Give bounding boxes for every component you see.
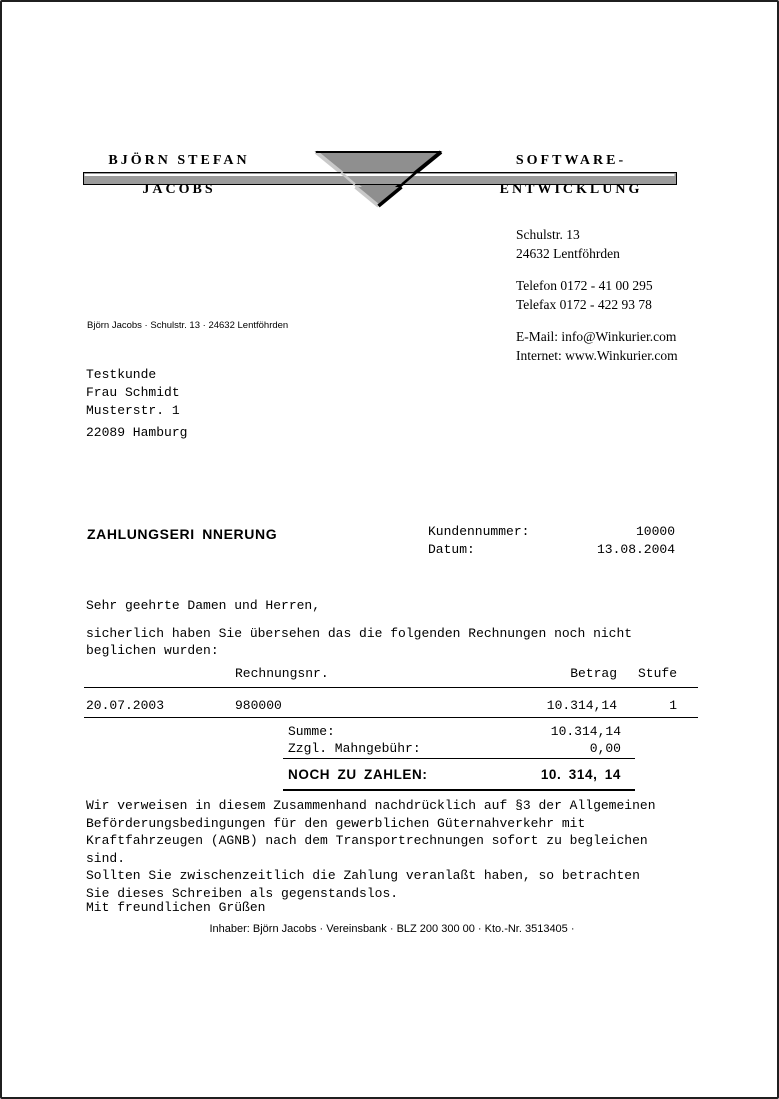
total-divider xyxy=(283,789,635,791)
intro-line-1: sicherlich haben Sie übersehen das die folgenden Rechnungen noch nicht xyxy=(86,626,633,641)
customer-number-value: 10000 xyxy=(635,524,675,539)
date-value: 13.08.2004 xyxy=(596,542,675,557)
recipient-city: 22089 Hamburg xyxy=(86,425,188,440)
paragraph-line-6: Sie dieses Schreiben als gegenstandslos. xyxy=(86,885,399,901)
contact-city: 24632 Lentföhrden xyxy=(516,245,620,261)
paragraph-line-3: Kraftfahrzeugen (AGNB) nach dem Transportrechnungen sofort zu begleichen xyxy=(86,833,648,848)
recipient-name: Testkunde xyxy=(86,367,157,382)
contact-fax: Telefax 0172 - 422 93 78 xyxy=(516,296,652,312)
summary-divider xyxy=(283,758,635,759)
paragraph-line-5: Sollten Sie zwischenzeitlich die Zahlung veranlaßt haben, so betrachten xyxy=(86,868,640,883)
row-level: 1 xyxy=(669,698,677,713)
customer-number-label: Kundennummer: xyxy=(428,524,530,539)
row-amount: 10.314,14 xyxy=(546,698,617,713)
closing-greeting: Mit freundlichen Grüßen xyxy=(86,900,266,915)
table-header-level: Stufe xyxy=(637,666,677,681)
table-header-amount: Betrag xyxy=(570,666,617,681)
salutation: Sehr geehrte Damen und Herren, xyxy=(86,598,321,613)
company-tagline-bottom: ENTWICKLUNG xyxy=(499,182,643,197)
paragraph-line-1: Wir verweisen in diesem Zusammenhand nachdrücklich auf §3 der Allgemeinen xyxy=(86,798,656,813)
contact-email: E-Mail: info@Winkurier.com xyxy=(516,329,677,344)
contact-block xyxy=(516,226,678,365)
paragraph-line-2: Beförderungsbedingungen für den gewerblichen Güternahverkehr mit xyxy=(86,815,586,831)
intro-line-2: beglichen wurden: xyxy=(86,643,219,658)
fee-value: 0,00 xyxy=(589,741,621,756)
table-divider-top xyxy=(84,687,698,688)
date-label: Datum: xyxy=(428,542,475,557)
company-tagline-top: SOFTWARE- xyxy=(515,153,627,168)
total-label: NOCH ZU ZAHLEN: xyxy=(288,767,428,782)
row-date: 20.07.2003 xyxy=(86,698,165,713)
recipient-street: Musterstr. 1 xyxy=(86,403,180,418)
paragraph-line-4: sind. xyxy=(86,850,126,866)
sender-line: Björn Jacobs · Schulstr. 13 · 24632 Lentföhrden xyxy=(87,320,289,331)
footer-bank-info: Inhaber: Björn Jacobs · Vereinsbank · BLZ 200 300 00 · Kto.-Nr. 3513405 · xyxy=(209,923,575,935)
summary-block xyxy=(283,723,635,757)
contact-street: Schulstr. 13 xyxy=(516,227,580,242)
intro-block xyxy=(86,625,632,659)
row-invoice-number: 980000 xyxy=(235,698,282,713)
fee-label: Zzgl. Mahngebühr: xyxy=(288,741,421,756)
recipient-person: Frau Schmidt xyxy=(86,385,180,400)
total-value: 10. 314, 14 xyxy=(540,767,621,782)
company-name-last: JACOBS xyxy=(142,182,216,197)
recipient-block xyxy=(86,366,180,420)
sum-value: 10.314,14 xyxy=(550,724,621,739)
company-name-first: BJÖRN STEFAN xyxy=(108,153,250,168)
closing-paragraph xyxy=(86,797,656,902)
table-header-invoice: Rechnungsnr. xyxy=(235,666,329,681)
contact-phone: Telefon 0172 - 41 00 295 xyxy=(516,278,653,293)
table-divider-bottom xyxy=(84,717,698,718)
sum-label: Summe: xyxy=(288,724,335,739)
meta-block xyxy=(428,523,675,559)
total-row xyxy=(283,766,635,784)
contact-website: Internet: www.Winkurier.com xyxy=(516,347,678,363)
subject-title: ZAHLUNGSERI NNERUNG xyxy=(87,526,278,542)
